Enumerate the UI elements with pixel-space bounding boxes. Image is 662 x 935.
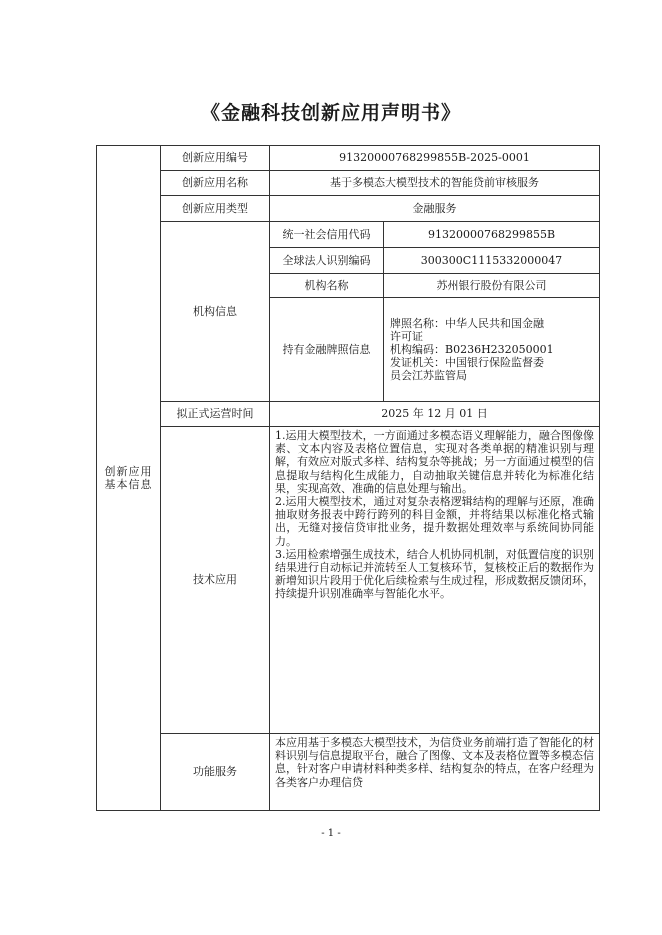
- credit-code-label: 统一社会信用代码: [270, 222, 384, 248]
- app-name-value: 基于多模态大模型技术的智能贷前审核服务: [270, 171, 600, 196]
- app-type-value: 金融服务: [270, 196, 600, 222]
- app-id-value: 91320000768299855B-2025-0001: [270, 146, 600, 171]
- table-row: [97, 171, 600, 196]
- institution-name-value: 苏州银行股份有限公司: [384, 274, 600, 298]
- license-line: 机构编码：B0236H232050001: [390, 342, 554, 356]
- table-row: [97, 427, 600, 734]
- table-row: [97, 734, 600, 811]
- tech-label: 技术应用: [161, 427, 270, 734]
- function-label: 功能服务: [161, 734, 270, 811]
- tech-paragraph: 2.运用大模型技术，通过对复杂表格逻辑结构的理解与还原，准确抽取财务报表中跨行跨列的科目金额，并将结果以标准化格式输出，无缝对接信贷审批业务，提升数据处理效率与系统间协同能力。: [275, 494, 594, 548]
- institution-name-label: 机构名称: [270, 274, 384, 298]
- table-row: [97, 222, 600, 248]
- tech-content: [270, 427, 600, 734]
- license-line: 许可证: [390, 329, 423, 343]
- license-line: 发证机关：中国银行保险监督委: [390, 356, 544, 370]
- credit-code-value: 91320000768299855B: [384, 222, 600, 248]
- section-label: 创新应用基本信息: [97, 146, 161, 811]
- function-paragraph: 本应用基于多模态大模型技术，为信贷业务前端打造了智能化的材料识别与信息提取平台，融合了图像、文本及表格位置等多模态信息，针对客户申请材料种类多样、结构复杂的特点，在客户经理为各类客户办理信贷: [275, 736, 594, 789]
- license-line: 牌照名称：中华人民共和国金融: [390, 316, 544, 330]
- lei-label: 全球法人识别编码: [270, 248, 384, 274]
- license-label: 持有金融牌照信息: [270, 298, 384, 402]
- app-name-label: 创新应用名称: [161, 171, 270, 196]
- app-type-label: 创新应用类型: [161, 196, 270, 222]
- app-id-label: 创新应用编号: [161, 146, 270, 171]
- license-value: [384, 298, 600, 402]
- license-line: 员会江苏监管局: [390, 369, 467, 383]
- table-row: [97, 402, 600, 427]
- tech-paragraph: 1.运用大模型技术，一方面通过多模态语义理解能力，融合图像像素、文本内容及表格位置信息，实现对各类单据的精准识别与理解，有效应对版式多样、结构复杂等挑战；另一方面通过模型的信息提取与结构化生成能力，自动抽取关键信息并转化为标准化结果，实现高效、准确的信息处理与输出。: [275, 429, 594, 495]
- launch-date-value: 2025 年 12 月 01 日: [270, 402, 600, 427]
- document-title: 《金融科技创新应用声明书》: [200, 102, 461, 124]
- launch-date-label: 拟正式运营时间: [161, 402, 270, 427]
- institution-label: 机构信息: [161, 222, 270, 402]
- page-number: - 1 -: [321, 828, 341, 839]
- table-row: [97, 196, 600, 222]
- declaration-table: [96, 145, 600, 811]
- tech-paragraph: 3.运用检索增强生成技术，结合人机协同机制，对低置信度的识别结果进行自动标记并流转至人工复核环节，复核校正后的数据作为新增知识片段用于优化后续检索与生成过程，形成数据反馈闭环，持续提升识别准确率与智能化水平。: [275, 547, 594, 601]
- table-row: [97, 146, 600, 171]
- lei-value: 300300C1115332000047: [384, 248, 600, 274]
- function-content: [270, 734, 600, 811]
